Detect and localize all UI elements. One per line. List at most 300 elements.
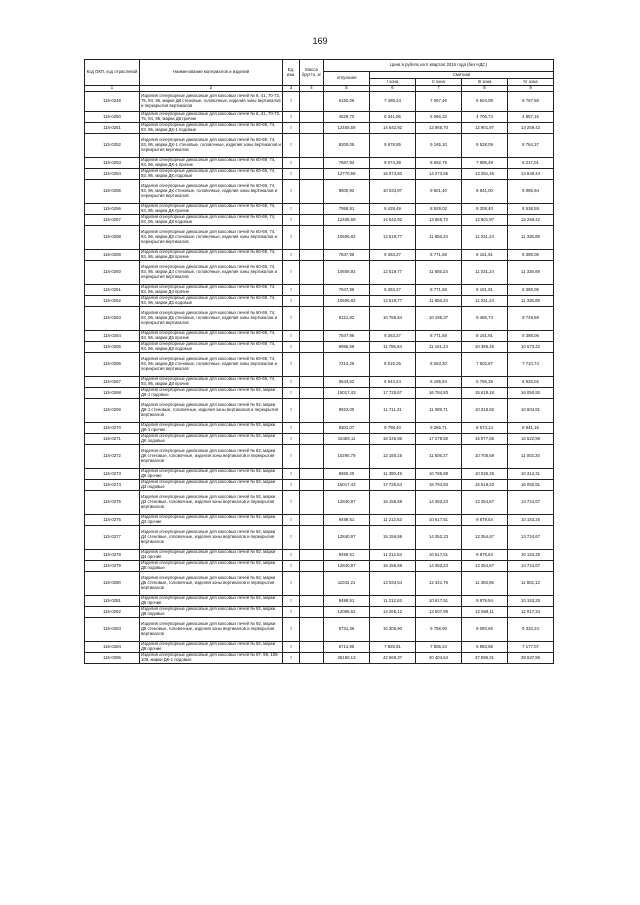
item-code: 115-0255 — [85, 180, 140, 204]
price-release: 12840,97 — [324, 561, 370, 572]
item-name: Изделия огнеупорные динасовые для коксовых печей № 92, марки Д8 подовые — [140, 607, 283, 618]
price-zone-4: 9 085,94 — [508, 180, 554, 204]
table-row — [85, 353, 554, 377]
price-zone-3: 9 879,54 — [462, 515, 508, 526]
item-code: 115-0253 — [85, 158, 140, 169]
item-code: 115-0252 — [85, 134, 140, 158]
price-zone-3: 12 569,11 — [462, 607, 508, 618]
item-code: 115-0283 — [85, 618, 140, 642]
price-zone-3: 6 604,08 — [462, 92, 508, 112]
price-zone-3: 9 879,54 — [462, 550, 508, 561]
item-mass — [300, 169, 324, 180]
table-row — [85, 250, 554, 261]
item-mass — [300, 377, 324, 388]
header-release: отпускная — [324, 72, 370, 86]
price-zone-3: 8 161,91 — [462, 285, 508, 296]
price-release: 9499,51 — [324, 550, 370, 561]
price-zone-3: 9 879,54 — [462, 596, 508, 607]
item-mass — [300, 561, 324, 572]
price-zone-3: 8 841,00 — [462, 180, 508, 204]
price-release: 6714,95 — [324, 642, 370, 653]
column-number: 5 — [324, 86, 370, 92]
item-unit: т — [283, 250, 300, 261]
item-name: Изделия огнеупорные динасовые для коксовых печей № 92, марки Д3 стеновые, головочные, изделия зоны вертикалов и перекрытия вертикалов — [140, 491, 283, 515]
item-code: 115-0279 — [85, 561, 140, 572]
item-code: 115-0251 — [85, 123, 140, 134]
item-name: Изделия огнеупорные динасовые для коксовых печей № 60-69, 74, 93, 96, марки ДК-1 прочие — [140, 158, 283, 169]
table-row — [85, 134, 554, 158]
price-zone-2: 7 067,46 — [416, 92, 462, 112]
price-zone-2: 8 771,59 — [416, 250, 462, 261]
price-release: 10290,79 — [324, 445, 370, 469]
table-row — [85, 342, 554, 353]
item-name: Изделия огнеупорные динасовые для коксовых печей № 92, марки ДК подовые — [140, 434, 283, 445]
price-zone-4: 13 259,42 — [508, 123, 554, 134]
table-row — [85, 307, 554, 331]
price-zone-4: 16 050,92 — [508, 388, 554, 399]
price-zone-1: 12 519,77 — [370, 226, 416, 250]
item-mass — [300, 296, 324, 307]
price-zone-1: 10 033,97 — [370, 180, 416, 204]
column-number: 8 — [462, 86, 508, 92]
price-zone-4: 10 314,31 — [508, 469, 554, 480]
item-mass — [300, 261, 324, 285]
price-zone-1: 14 265,12 — [370, 607, 416, 618]
price-zone-3: 16 077,55 — [462, 434, 508, 445]
price-zone-2: 14 352,23 — [416, 491, 462, 515]
item-name: Изделия огнеупорные динасовые для коксовых печей № 92, марки Д5 подовые — [140, 561, 283, 572]
price-zone-1: 9 678,85 — [370, 134, 416, 158]
price-zone-3: 37 596,31 — [462, 653, 508, 664]
price-zone-4: 16 522,99 — [508, 434, 554, 445]
item-unit: т — [283, 92, 300, 112]
price-zone-2: 12 341,76 — [416, 572, 462, 596]
price-zone-3: 12 901,97 — [462, 215, 508, 226]
price-zone-2: 6 195,94 — [416, 377, 462, 388]
price-zone-2: 10 617,51 — [416, 515, 462, 526]
item-name: Изделия огнеупорные динасовые для коксовых печей № 92, марки ДК-1 стеновые, головочные, изделия зоны вертикалов и перекрытия вертикалов — [140, 399, 283, 423]
price-zone-1: 42 669,37 — [370, 653, 416, 664]
table-row — [85, 169, 554, 180]
price-zone-1: 6 543,24 — [370, 377, 416, 388]
item-name: Изделия огнеупорные динасовые для коксовых печей № 92, марки Д4 прочие — [140, 550, 283, 561]
item-mass — [300, 307, 324, 331]
item-unit: т — [283, 388, 300, 399]
price-zone-4: 10 673,22 — [508, 342, 554, 353]
table-row — [85, 526, 554, 550]
price-zone-3: 13 354,67 — [462, 526, 508, 550]
item-code: 115-0276 — [85, 515, 140, 526]
price-release: 12085,62 — [324, 607, 370, 618]
item-code: 115-0267 — [85, 377, 140, 388]
item-code: 115-0263 — [85, 307, 140, 331]
price-release: 7958,81 — [324, 204, 370, 215]
item-name: Изделия огнеупорные динасовые для коксовых печей № 92, марки ДК стеновые, головочные, изделия зоны вертикалов и перекрытия вертикалов — [140, 445, 283, 469]
price-zone-3: 8 673,14 — [462, 423, 508, 434]
header-unit: Ед. изм. — [283, 60, 300, 86]
price-zone-3: 8 161,91 — [462, 250, 508, 261]
item-unit: т — [283, 377, 300, 388]
price-zone-3: 9 486,74 — [462, 307, 508, 331]
price-zone-2: 13 865,70 — [416, 215, 462, 226]
price-zone-3: 8 308,40 — [462, 204, 508, 215]
price-zone-1: 11 786,84 — [370, 342, 416, 353]
item-unit: т — [283, 491, 300, 515]
item-mass — [300, 491, 324, 515]
item-code: 115-0266 — [85, 353, 140, 377]
column-number: 2 — [140, 86, 283, 92]
item-mass — [300, 250, 324, 261]
table-row — [85, 572, 554, 596]
item-code: 115-0277 — [85, 526, 140, 550]
table-row — [85, 112, 554, 123]
price-release: 8301,07 — [324, 423, 370, 434]
item-code: 115-0274 — [85, 480, 140, 491]
price-zone-2: 10 785,88 — [416, 469, 462, 480]
price-zone-1: 11 390,49 — [370, 469, 416, 480]
table-row — [85, 550, 554, 561]
price-zone-3: 6 983,58 — [462, 642, 508, 653]
table-row — [85, 607, 554, 618]
item-name: Изделия огнеупорные динасовые для коксовых печей № 92, марки Д5 прочие — [140, 596, 283, 607]
price-release: 9499,51 — [324, 515, 370, 526]
item-code: 115-0270 — [85, 423, 140, 434]
item-unit: т — [283, 653, 300, 664]
item-mass — [300, 92, 324, 112]
item-mass — [300, 112, 324, 123]
price-zone-3: 10 318,92 — [462, 399, 508, 423]
price-zone-4: 5 925,02 — [508, 377, 554, 388]
item-mass — [300, 204, 324, 215]
item-unit: т — [283, 607, 300, 618]
price-zone-3: 10 385,46 — [462, 342, 508, 353]
item-mass — [300, 618, 324, 642]
price-release: 9499,51 — [324, 596, 370, 607]
price-zone-2: 8 771,59 — [416, 331, 462, 342]
item-unit: т — [283, 204, 300, 215]
item-unit: т — [283, 550, 300, 561]
price-zone-4: 8 538,59 — [508, 204, 554, 215]
price-zone-2: 10 617,51 — [416, 596, 462, 607]
item-mass — [300, 399, 324, 423]
price-zone-2: 7 505,24 — [416, 642, 462, 653]
table-row — [85, 596, 554, 607]
item-mass — [300, 469, 324, 480]
item-mass — [300, 285, 324, 296]
item-name: Изделия огнеупорные динасовые для коксовых печей № 60-69, 74, 93, 96, марки Д8 стеновые, головочные, изделия зоны вертикалов и перекрытия вертикалов — [140, 226, 283, 250]
price-zone-3: 12 901,97 — [462, 123, 508, 134]
header-zone-1: I зона — [370, 79, 416, 86]
price-zone-3: 5 765,29 — [462, 377, 508, 388]
price-release: 7847,96 — [324, 331, 370, 342]
price-zone-2: 8 929,02 — [416, 204, 462, 215]
item-name: Изделия огнеупорные динасовые для коксовых печей № 60-69, 74, 93, 96, марки Д5 стеновые, головочные, изделия зоны вертикалов и перекрытия вертикалов — [140, 307, 283, 331]
price-release: 12770,58 — [324, 169, 370, 180]
price-zone-2: 13 865,70 — [416, 123, 462, 134]
table-row — [85, 215, 554, 226]
item-unit: т — [283, 134, 300, 158]
table-row — [85, 491, 554, 515]
price-release: 7847,96 — [324, 250, 370, 261]
header-mass: Масса брутто, кг — [300, 60, 324, 86]
item-mass — [300, 134, 324, 158]
price-zone-2: 8 063,30 — [416, 353, 462, 377]
column-number: 3 — [283, 86, 300, 92]
item-name: Изделия огнеупорные динасовые для коксовых печей № 92, марки ДК прочие — [140, 469, 283, 480]
price-release: 9922,00 — [324, 399, 370, 423]
item-mass — [300, 331, 324, 342]
item-mass — [300, 388, 324, 399]
price-zone-4: 8 388,06 — [508, 331, 554, 342]
item-unit: т — [283, 123, 300, 134]
price-zone-2: 9 758,90 — [416, 618, 462, 642]
price-zone-1: 5 341,86 — [370, 112, 416, 123]
item-unit: т — [283, 572, 300, 596]
price-zone-4: 13 649,44 — [508, 169, 554, 180]
price-zone-4: 9 332,24 — [508, 618, 554, 642]
price-zone-4: 10 153,25 — [508, 515, 554, 526]
price-zone-2: 8 771,59 — [416, 285, 462, 296]
item-unit: т — [283, 469, 300, 480]
price-zone-1: 10 305,90 — [370, 618, 416, 642]
item-name: Изделия огнеупорные динасовые для коксовых печей № 92, марки ДК-1 подовые — [140, 388, 283, 399]
price-zone-4: 12 917,34 — [508, 607, 554, 618]
price-release: 9650,20 — [324, 469, 370, 480]
item-name: Изделия огнеупорные динасовые для коксовых печей № 92, марки Д3 подовые — [140, 480, 283, 491]
item-code: 115-0258 — [85, 226, 140, 250]
price-release: 36150,13 — [324, 653, 370, 664]
item-unit: т — [283, 180, 300, 204]
item-unit: т — [283, 423, 300, 434]
header-price-group: Цена в рублях на II квартал 2016 года (без НДС) — [324, 60, 554, 72]
table-row — [85, 445, 554, 469]
price-zone-1: 17 725,67 — [370, 388, 416, 399]
item-code: 115-0285 — [85, 653, 140, 664]
item-name: Изделия огнеупорные динасовые для коксовых печей № 60-69, 74, 93, 96, марки Д8 стеновые, головочные, изделия зоны вертикалов и перекрытия вертикалов — [140, 353, 283, 377]
item-code: 115-0261 — [85, 285, 140, 296]
price-release: 7687,94 — [324, 158, 370, 169]
table-row — [85, 92, 554, 112]
price-release: 12405,69 — [324, 215, 370, 226]
table-row — [85, 642, 554, 653]
price-zone-4: 11 002,20 — [508, 445, 554, 469]
price-zone-4: 10 153,25 — [508, 596, 554, 607]
price-zone-2: 16 784,83 — [416, 480, 462, 491]
item-unit: т — [283, 596, 300, 607]
item-unit: т — [283, 445, 300, 469]
item-code: 115-0265 — [85, 342, 140, 353]
price-release: 15459,11 — [324, 434, 370, 445]
item-unit: т — [283, 399, 300, 423]
item-unit: т — [283, 515, 300, 526]
column-number: 1 — [85, 86, 140, 92]
table-row — [85, 123, 554, 134]
item-unit: т — [283, 480, 300, 491]
item-code: 115-0249 — [85, 92, 140, 112]
item-mass — [300, 180, 324, 204]
item-name: Изделия огнеупорные динасовые для коксовых печей № 92, марки ДК-1 прочие — [140, 423, 283, 434]
item-unit: т — [283, 226, 300, 250]
price-zone-4: 8 217,01 — [508, 158, 554, 169]
price-zone-1: 10 766,84 — [370, 307, 416, 331]
item-name: Изделия огнеупорные динасовые для коксовых печей № 97, 98, 105-109, марки ДК-1 подовые — [140, 653, 283, 664]
table-row — [85, 618, 554, 642]
item-unit: т — [283, 158, 300, 169]
price-zone-1: 12 150,15 — [370, 445, 416, 469]
price-zone-2: 10 617,51 — [416, 550, 462, 561]
price-release: 12840,97 — [324, 491, 370, 515]
item-code: 115-0262 — [85, 296, 140, 307]
price-zone-4: 16 050,91 — [508, 480, 554, 491]
item-name: Изделия огнеупорные динасовые для коксовых печей № 92, марки Д8 стеновые, головочные, изделия зоны вертикалов и перекрытия вертикалов — [140, 618, 283, 642]
price-zone-2: 9 165,10 — [416, 134, 462, 158]
price-zone-2: 14 352,23 — [416, 561, 462, 572]
price-release: 7214,26 — [324, 353, 370, 377]
price-release: 12405,69 — [324, 123, 370, 134]
price-zone-4: 13 724,67 — [508, 491, 554, 515]
column-number: 6 — [370, 86, 416, 92]
price-zone-4: 7 177,07 — [508, 642, 554, 653]
price-zone-1: 7 925,81 — [370, 642, 416, 653]
price-zone-1: 9 798,40 — [370, 423, 416, 434]
price-zone-3: 13 281,46 — [462, 169, 508, 180]
item-mass — [300, 434, 324, 445]
price-zone-1: 17 725,64 — [370, 480, 416, 491]
price-zone-1: 14 642,92 — [370, 123, 416, 134]
header-estimate: Сметная — [370, 72, 554, 79]
price-zone-2: 11 089,71 — [416, 399, 462, 423]
table-row — [85, 204, 554, 215]
price-zone-4: 4 857,16 — [508, 112, 554, 123]
header-zone-2: II зона — [416, 79, 462, 86]
price-zone-4: 6 767,68 — [508, 92, 554, 112]
price-zone-4: 11 336,89 — [508, 261, 554, 285]
price-zone-3: 8 528,09 — [462, 134, 508, 158]
price-zone-1: 7 495,24 — [370, 92, 416, 112]
price-zone-3: 10 036,25 — [462, 469, 508, 480]
price-zone-1: 15 073,60 — [370, 169, 416, 180]
item-name: Изделия огнеупорные динасовые для коксовых печей № 60-69, 74, 93, 96, марки Д8 подовые — [140, 215, 283, 226]
item-name: Изделия огнеупорные динасовые для коксовых печей № 60-69, 74, 93, 96, марки ДК прочие — [140, 204, 283, 215]
item-name: Изделия огнеупорные динасовые для коксовых печей № 6, 41, 70-73, 75, 94, 95, марки Д8 прочие — [140, 112, 283, 123]
price-release: 6150,06 — [324, 92, 370, 112]
price-zone-2: 8 592,75 — [416, 158, 462, 169]
item-mass — [300, 123, 324, 134]
table-row — [85, 377, 554, 388]
item-mass — [300, 572, 324, 596]
item-unit: т — [283, 261, 300, 285]
price-zone-3: 13 354,67 — [462, 491, 508, 515]
item-unit: т — [283, 642, 300, 653]
price-zone-2: 11 505,27 — [416, 445, 462, 469]
price-zone-2: 11 855,24 — [416, 296, 462, 307]
item-mass — [300, 653, 324, 664]
item-code: 115-0272 — [85, 445, 140, 469]
item-unit: т — [283, 353, 300, 377]
price-zone-2: 40 404,64 — [416, 653, 462, 664]
price-release: 8500,92 — [324, 180, 370, 204]
price-zone-3: 11 031,24 — [462, 226, 508, 250]
table-row — [85, 180, 554, 204]
item-unit: т — [283, 112, 300, 123]
price-zone-4: 8 941,16 — [508, 423, 554, 434]
price-zone-1: 15 156,69 — [370, 561, 416, 572]
price-release: 10606,92 — [324, 226, 370, 250]
item-name: Изделия огнеупорные динасовые для коксовых печей № 92, марки Д5 стеновые, головочные, изделия зоны вертикалов и перекрытия вертикалов — [140, 572, 283, 596]
price-zone-3: 13 354,67 — [462, 561, 508, 572]
item-mass — [300, 158, 324, 169]
price-zone-1: 9 263,27 — [370, 331, 416, 342]
item-name: Изделия огнеупорные динасовые для коксовых печей № 60-69, 74, 93, 96, марки ДК стеновые, головочные, изделия зоны вертикалов и перекрытия вертикалов — [140, 180, 283, 204]
price-release: 11042,21 — [324, 572, 370, 596]
price-zone-1: 14 642,92 — [370, 215, 416, 226]
item-unit: т — [283, 526, 300, 550]
table-row — [85, 388, 554, 399]
price-release: 4529,70 — [324, 112, 370, 123]
price-zone-3: 11 031,24 — [462, 261, 508, 285]
price-zone-2: 11 855,24 — [416, 226, 462, 250]
price-zone-1: 15 156,69 — [370, 526, 416, 550]
item-unit: т — [283, 215, 300, 226]
item-code: 115-0254 — [85, 169, 140, 180]
item-code: 115-0264 — [85, 331, 140, 342]
item-name: Изделия огнеупорные динасовые для коксовых печей № 92, марки Д4 стеновые, головочные, изделия зоны вертикалов и перекрытия вертикалов — [140, 526, 283, 550]
item-code: 115-0259 — [85, 250, 140, 261]
price-zone-2: 10 195,37 — [416, 307, 462, 331]
item-name: Изделия огнеупорные динасовые для коксовых печей № 60-69, 74, 93, 96, марки Д5 прочие — [140, 331, 283, 342]
price-zone-2: 11 855,24 — [416, 261, 462, 285]
item-unit: т — [283, 307, 300, 331]
table-row — [85, 480, 554, 491]
price-zone-1: 9 263,27 — [370, 250, 416, 261]
item-unit: т — [283, 618, 300, 642]
price-zone-2: 9 501,40 — [416, 180, 462, 204]
item-code: 115-0260 — [85, 261, 140, 285]
price-release: 12840,97 — [324, 526, 370, 550]
table-row — [85, 469, 554, 480]
table-row — [85, 158, 554, 169]
price-zone-1: 18 245,86 — [370, 434, 416, 445]
price-zone-3: 11 031,24 — [462, 296, 508, 307]
price-zone-1: 11 711,31 — [370, 399, 416, 423]
item-mass — [300, 642, 324, 653]
price-zone-1: 12 519,77 — [370, 261, 416, 285]
price-zone-3: 15 618,20 — [462, 480, 508, 491]
item-name: Изделия огнеупорные динасовые для коксовых печей № 60-69, 74, 93, 96, марки Д4 прочие — [140, 285, 283, 296]
item-name: Изделия огнеупорные динасовые для коксовых печей № 6, 41, 70-73, 75, 94, 95, марки Д8 стеновые, головочные, изделия зоны вертикалов и перекрытия вертикалов — [140, 92, 283, 112]
price-zone-2: 14 352,23 — [416, 526, 462, 550]
price-zone-4: 9 749,59 — [508, 307, 554, 331]
price-release: 5543,52 — [324, 377, 370, 388]
item-code: 115-0282 — [85, 607, 140, 618]
item-code: 115-0256 — [85, 204, 140, 215]
price-zone-1: 9 429,49 — [370, 204, 416, 215]
item-mass — [300, 526, 324, 550]
table-row — [85, 296, 554, 307]
price-zone-2: 17 278,50 — [416, 434, 462, 445]
price-release: 15017,43 — [324, 480, 370, 491]
item-mass — [300, 596, 324, 607]
table-row — [85, 515, 554, 526]
item-code: 115-0250 — [85, 112, 140, 123]
price-zone-1: 9 074,38 — [370, 158, 416, 169]
table-row — [85, 434, 554, 445]
price-release: 10606,92 — [324, 261, 370, 285]
item-name: Изделия огнеупорные динасовые для коксовых печей № 60-69, 74, 93, 96, марки Д8 прочие — [140, 377, 283, 388]
header-name: Наименование материалов и изделий — [140, 60, 283, 86]
item-code: 115-0278 — [85, 550, 140, 561]
price-zone-4: 13 259,42 — [508, 215, 554, 226]
